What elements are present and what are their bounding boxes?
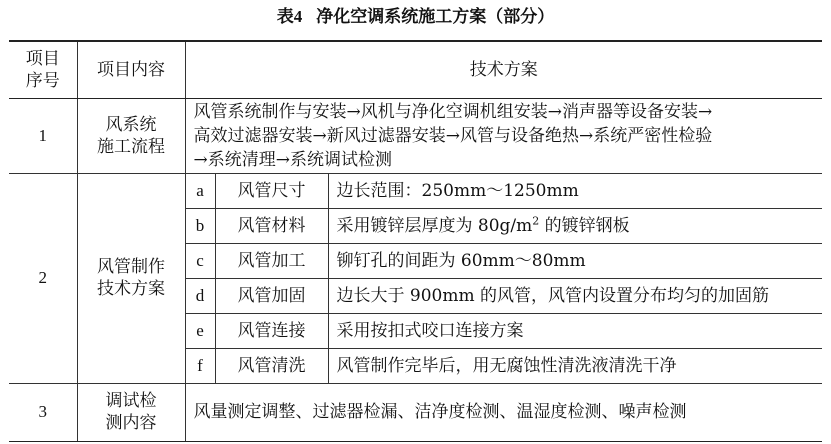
row-plan-text: 风量测定调整、过滤器检漏、洁净度检测、温湿度检测、噪声检测 [185,383,822,441]
header-technical-plan: 技术方案 [185,41,822,98]
subrow-letter: e [185,313,215,348]
header-item-number: 项目 序号 [9,41,77,98]
row-number: 3 [9,383,77,441]
row-plan-text: 风管系统制作与安装→风机与净化空调机组安装→消声器等设备安装→ 高效过滤器安装→新风过滤器安装→风管与设备绝热→系统严密性检验 →系统清理→系统调试检测 [193,101,713,170]
table-number: 表4 [276,7,303,26]
subrow-item: 风管连接 [215,313,328,348]
row-number: 1 [9,98,77,173]
subrow-letter: a [185,173,215,208]
subrow-item: 风管加固 [215,278,328,313]
table-caption [0,6,831,28]
subrow-letter: f [185,348,215,383]
table-title: 净化空调系统施工方案（部分） [316,7,555,27]
subrow-item: 风管清洗 [215,348,328,383]
table-row [9,383,822,441]
row-content: 调试检 测内容 [77,383,185,441]
subrow-item: 风管加工 [215,243,328,278]
subrow-desc: 铆钉孔的间距为 60mm～80mm [328,243,822,278]
subrow-letter: d [185,278,215,313]
subrow-desc: 边长范围：250mm～1250mm [328,173,822,208]
subrow-desc: 边长大于 900mm 的风管，风管内设置分布均匀的加固筋 [328,278,822,313]
subrow-item: 风管材料 [215,208,328,243]
subrow-desc: 风管制作完毕后，用无腐蚀性清洗液清洗干净 [328,348,822,383]
subrow-letter: b [185,208,215,243]
construction-plan-table [9,40,822,442]
subrow-desc: 采用按扣式咬口连接方案 [328,313,822,348]
header-row [9,41,822,98]
subrow-item: 风管尺寸 [215,173,328,208]
header-item-content: 项目内容 [77,41,185,98]
row-content: 风管制作 技术方案 [77,173,185,383]
subrow-desc: 采用镀锌层厚度为 $80g/m^2$ 的镀锌钢板 [328,208,822,243]
row-number: 2 [9,173,77,383]
subrow-letter: c [185,243,215,278]
table-row [9,173,822,208]
row-content: 风系统 施工流程 [77,98,185,173]
table-row [9,98,822,173]
